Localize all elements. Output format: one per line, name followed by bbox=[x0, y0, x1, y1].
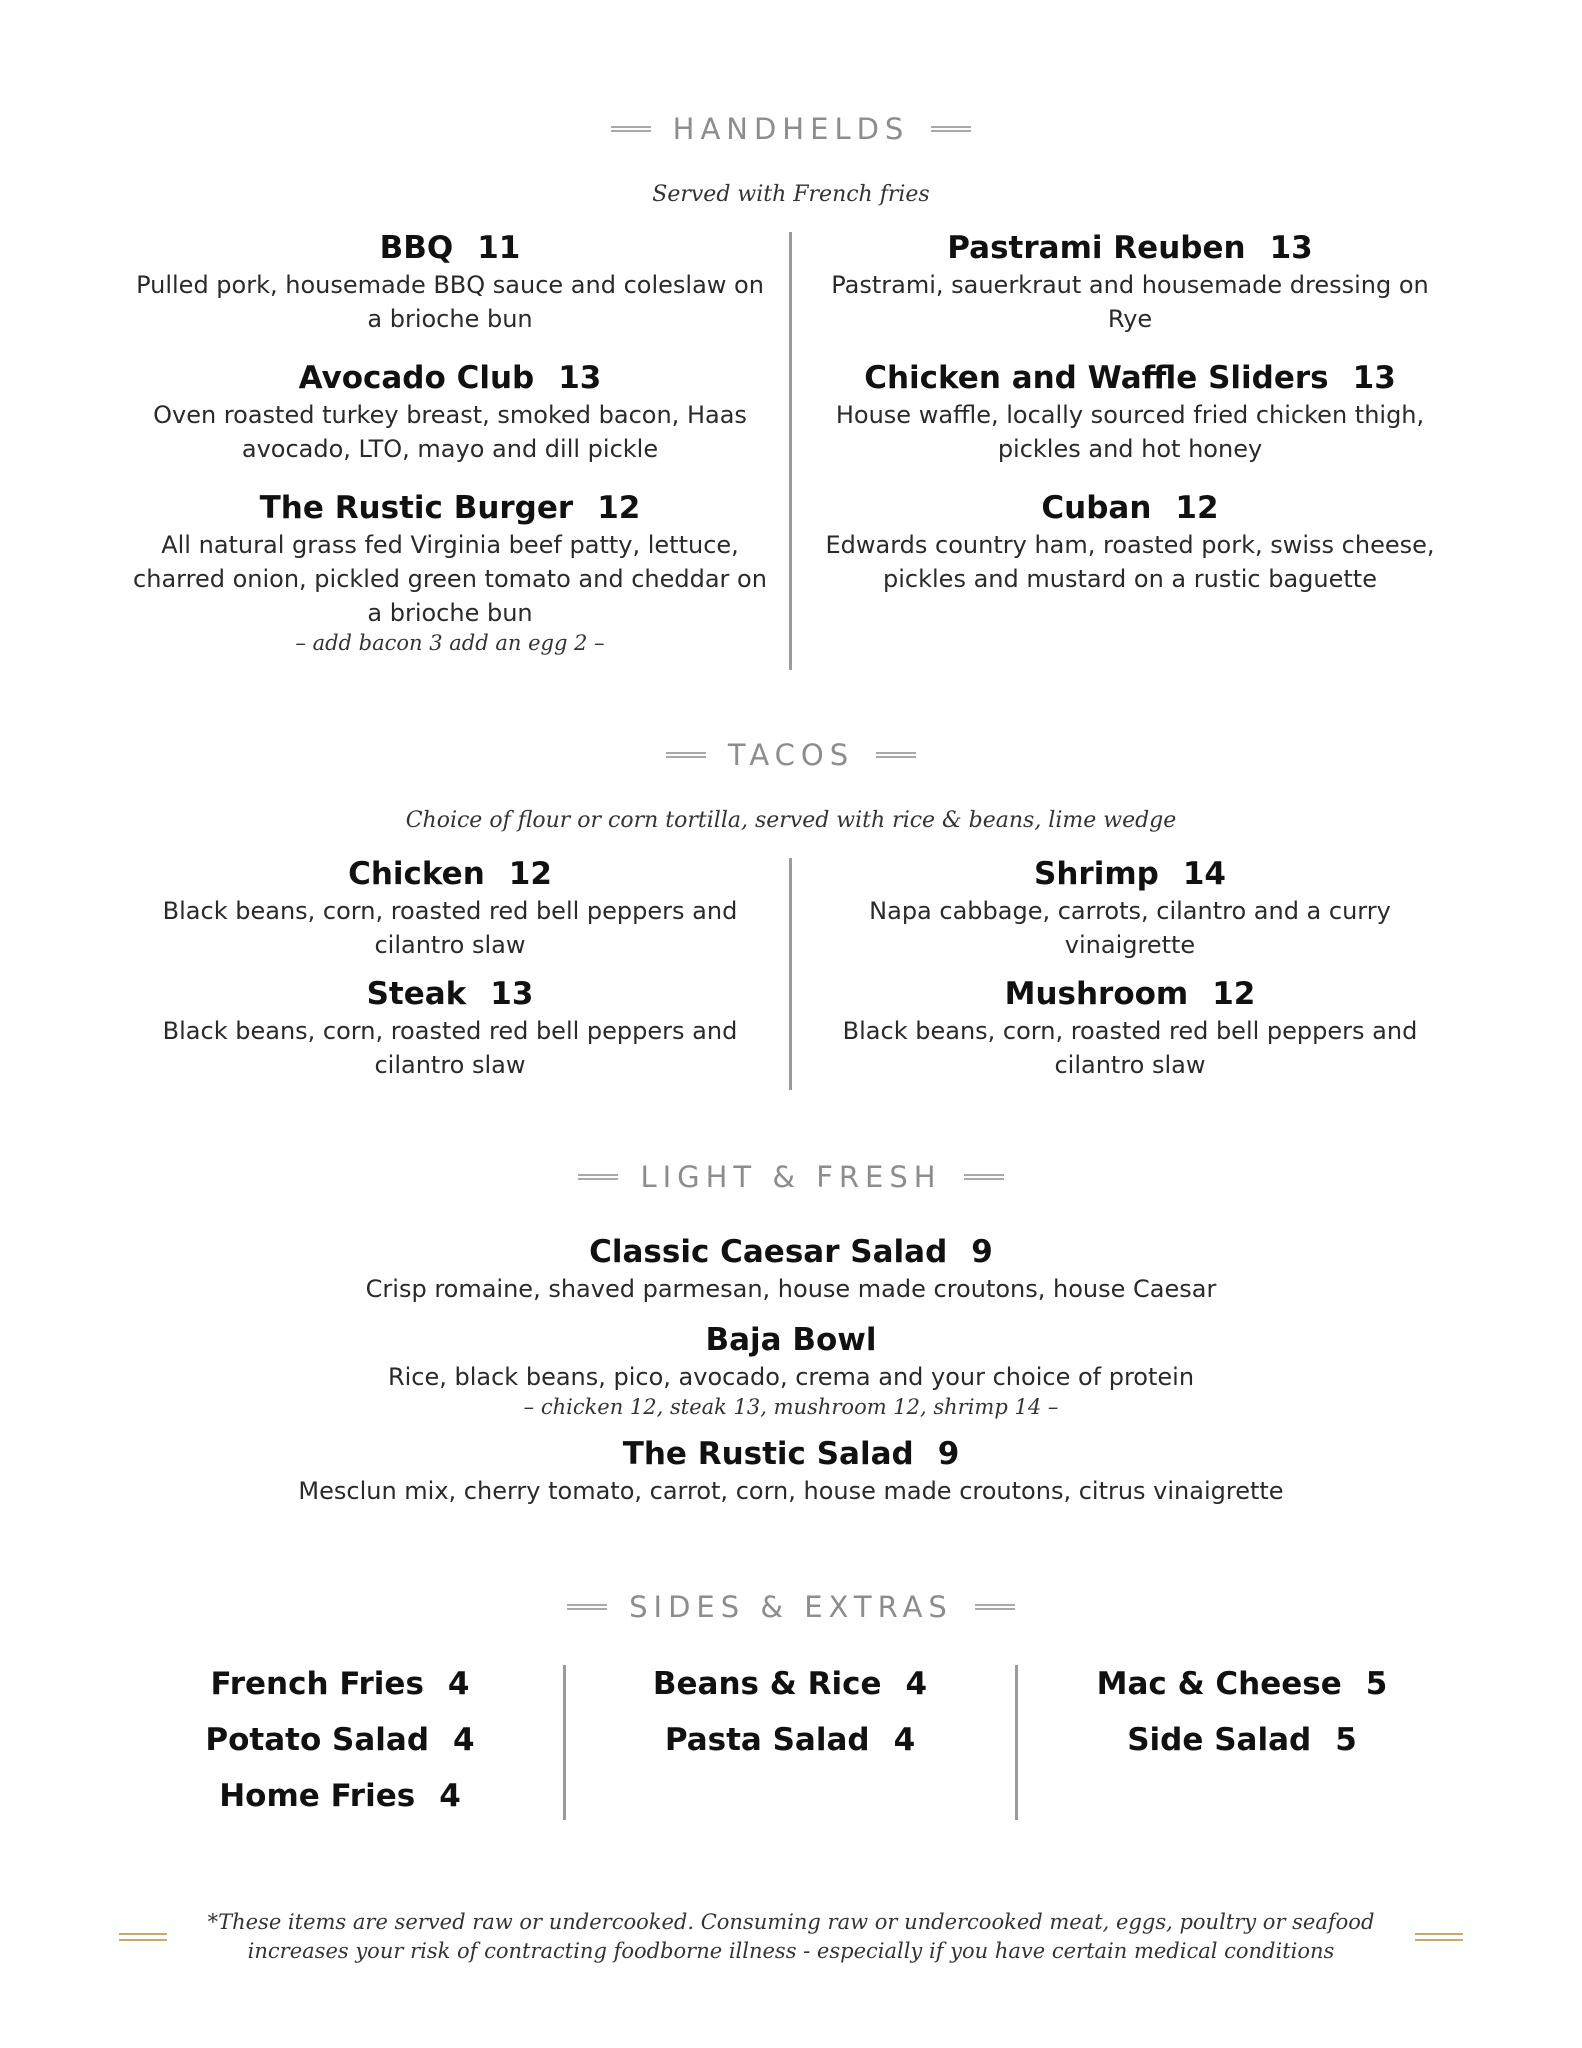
item-name: Cuban bbox=[1041, 490, 1152, 526]
menu-item bbox=[200, 1320, 1382, 1420]
section-title: SIDES & EXTRAS bbox=[629, 1590, 953, 1624]
side-name: Potato Salad bbox=[205, 1722, 430, 1758]
item-description: All natural grass fed Virginia beef patty, lettuce, charred onion, pickled green tomato and cheddar on a brioche bun bbox=[133, 531, 767, 627]
item-description: Black beans, corn, roasted red bell peppers and cilantro slaw bbox=[162, 897, 738, 959]
side-price: 4 bbox=[893, 1722, 916, 1758]
item-name: Pastrami Reuben bbox=[947, 230, 1246, 266]
side-price: 5 bbox=[1335, 1722, 1357, 1758]
handhelds-right-column bbox=[810, 228, 1450, 618]
item-description: Mesclun mix, cherry tomato, carrot, corn, house made croutons, citrus vinaigrette bbox=[298, 1477, 1284, 1505]
menu-item bbox=[810, 974, 1450, 1082]
side-item bbox=[130, 1768, 550, 1824]
item-description: Rice, black beans, pico, avocado, crema and your choice of protein bbox=[387, 1363, 1195, 1391]
item-description: House waffle, locally sourced fried chicken thigh, pickles and hot honey bbox=[835, 401, 1425, 463]
side-price: 4 bbox=[439, 1778, 461, 1814]
section-header-handhelds bbox=[0, 112, 1582, 146]
header-rule-right bbox=[931, 126, 971, 132]
header-rule-right bbox=[975, 1604, 1015, 1610]
item-description: Black beans, corn, roasted red bell peppers and cilantro slaw bbox=[162, 1017, 738, 1079]
item-price: 14 bbox=[1182, 856, 1226, 892]
section-header-tacos bbox=[0, 738, 1582, 772]
section-header-light-fresh bbox=[0, 1160, 1582, 1194]
side-name: Pasta Salad bbox=[664, 1722, 870, 1758]
disclaimer-text: *These items are served raw or undercooked. Consuming raw or undercooked meat, eggs, poultry or seafood increases your risk of contracting foodborne illness - especially if you have certain medical conditions bbox=[207, 1910, 1375, 1963]
item-description: Pastrami, sauerkraut and housemade dressing on Rye bbox=[831, 271, 1429, 333]
handhelds-left-column bbox=[130, 228, 770, 678]
header-rule-right bbox=[964, 1174, 1004, 1180]
menu-item bbox=[810, 488, 1450, 596]
section-header-sides bbox=[0, 1590, 1582, 1624]
light-fresh-items bbox=[200, 1232, 1382, 1530]
footer-disclaimer bbox=[0, 1908, 1582, 1966]
side-name: Side Salad bbox=[1127, 1722, 1312, 1758]
footer-rule-left bbox=[119, 1933, 167, 1941]
header-rule-left bbox=[578, 1174, 618, 1180]
section-subtitle: Choice of flour or corn tortilla, served with rice & beans, lime wedge bbox=[405, 808, 1177, 833]
tacos-left-column bbox=[130, 854, 770, 1104]
item-price: 13 bbox=[558, 360, 602, 396]
item-name: Classic Caesar Salad bbox=[589, 1234, 948, 1270]
item-name: Baja Bowl bbox=[705, 1322, 877, 1358]
item-price: 12 bbox=[1175, 490, 1219, 526]
header-rule-left bbox=[611, 126, 651, 132]
item-name: Chicken and Waffle Sliders bbox=[864, 360, 1329, 396]
item-description: Napa cabbage, carrots, cilantro and a curry vinaigrette bbox=[869, 897, 1391, 959]
item-name: Mushroom bbox=[1004, 976, 1189, 1012]
item-name: Chicken bbox=[348, 856, 485, 892]
section-title: LIGHT & FRESH bbox=[640, 1160, 942, 1194]
item-description: Pulled pork, housemade BBQ sauce and coleslaw on a brioche bun bbox=[136, 271, 764, 333]
sides-column-1 bbox=[130, 1656, 550, 1824]
side-item bbox=[580, 1712, 1000, 1768]
item-price: 12 bbox=[1212, 976, 1256, 1012]
menu-item bbox=[200, 1232, 1382, 1306]
side-name: Beans & Rice bbox=[652, 1666, 882, 1702]
side-item bbox=[1032, 1656, 1452, 1712]
side-item bbox=[130, 1656, 550, 1712]
item-description: Crisp romaine, shaved parmesan, house made croutons, house Caesar bbox=[365, 1275, 1217, 1303]
side-price: 4 bbox=[453, 1722, 475, 1758]
side-price: 4 bbox=[905, 1666, 928, 1702]
item-name: Shrimp bbox=[1034, 856, 1159, 892]
item-protein-note: – chicken 12, steak 13, mushroom 12, shrimp 14 – bbox=[523, 1395, 1059, 1419]
item-name: BBQ bbox=[379, 230, 454, 266]
header-rule-left bbox=[567, 1604, 607, 1610]
column-divider bbox=[1015, 1665, 1018, 1820]
item-price: 9 bbox=[937, 1436, 960, 1472]
sides-column-3 bbox=[1032, 1656, 1452, 1768]
side-item bbox=[130, 1712, 550, 1768]
item-name: The Rustic Burger bbox=[259, 490, 574, 526]
section-title: HANDHELDS bbox=[672, 112, 910, 146]
column-divider bbox=[789, 858, 792, 1090]
menu-item bbox=[130, 358, 770, 466]
side-item bbox=[1032, 1712, 1452, 1768]
footer-rule-right bbox=[1415, 1933, 1463, 1941]
side-name: Mac & Cheese bbox=[1096, 1666, 1342, 1702]
item-price: 11 bbox=[477, 230, 521, 266]
menu-item bbox=[810, 854, 1450, 962]
item-name: Steak bbox=[366, 976, 467, 1012]
item-description: Oven roasted turkey breast, smoked bacon, Haas avocado, LTO, mayo and dill pickle bbox=[153, 401, 747, 463]
sides-column-2 bbox=[580, 1656, 1000, 1768]
item-price: 9 bbox=[971, 1234, 993, 1270]
item-name: Avocado Club bbox=[298, 360, 535, 396]
header-rule-right bbox=[876, 752, 916, 758]
menu-item bbox=[130, 974, 770, 1082]
item-price: 12 bbox=[508, 856, 552, 892]
header-rule-left bbox=[666, 752, 706, 758]
section-title: TACOS bbox=[727, 738, 855, 772]
side-name: Home Fries bbox=[219, 1778, 416, 1814]
item-price: 13 bbox=[1269, 230, 1313, 266]
side-price: 5 bbox=[1365, 1666, 1388, 1702]
menu-item bbox=[810, 358, 1450, 466]
item-description: Edwards country ham, roasted pork, swiss cheese, pickles and mustard on a rustic baguette bbox=[825, 531, 1435, 593]
tacos-right-column bbox=[810, 854, 1450, 1104]
item-price: 12 bbox=[597, 490, 641, 526]
side-name: French Fries bbox=[210, 1666, 424, 1702]
column-divider bbox=[789, 232, 792, 670]
column-divider bbox=[563, 1665, 566, 1820]
item-addon-note: – add bacon 3 add an egg 2 – bbox=[295, 631, 605, 655]
side-price: 4 bbox=[447, 1666, 470, 1702]
menu-item bbox=[130, 488, 770, 656]
item-price: 13 bbox=[490, 976, 534, 1012]
side-item bbox=[580, 1656, 1000, 1712]
menu-item bbox=[200, 1434, 1382, 1508]
menu-item bbox=[130, 228, 770, 336]
menu-item bbox=[810, 228, 1450, 336]
section-subtitle: Served with French fries bbox=[652, 182, 930, 207]
item-description: Black beans, corn, roasted red bell peppers and cilantro slaw bbox=[842, 1017, 1418, 1079]
item-name: The Rustic Salad bbox=[622, 1436, 914, 1472]
item-price: 13 bbox=[1352, 360, 1396, 396]
menu-item bbox=[130, 854, 770, 962]
